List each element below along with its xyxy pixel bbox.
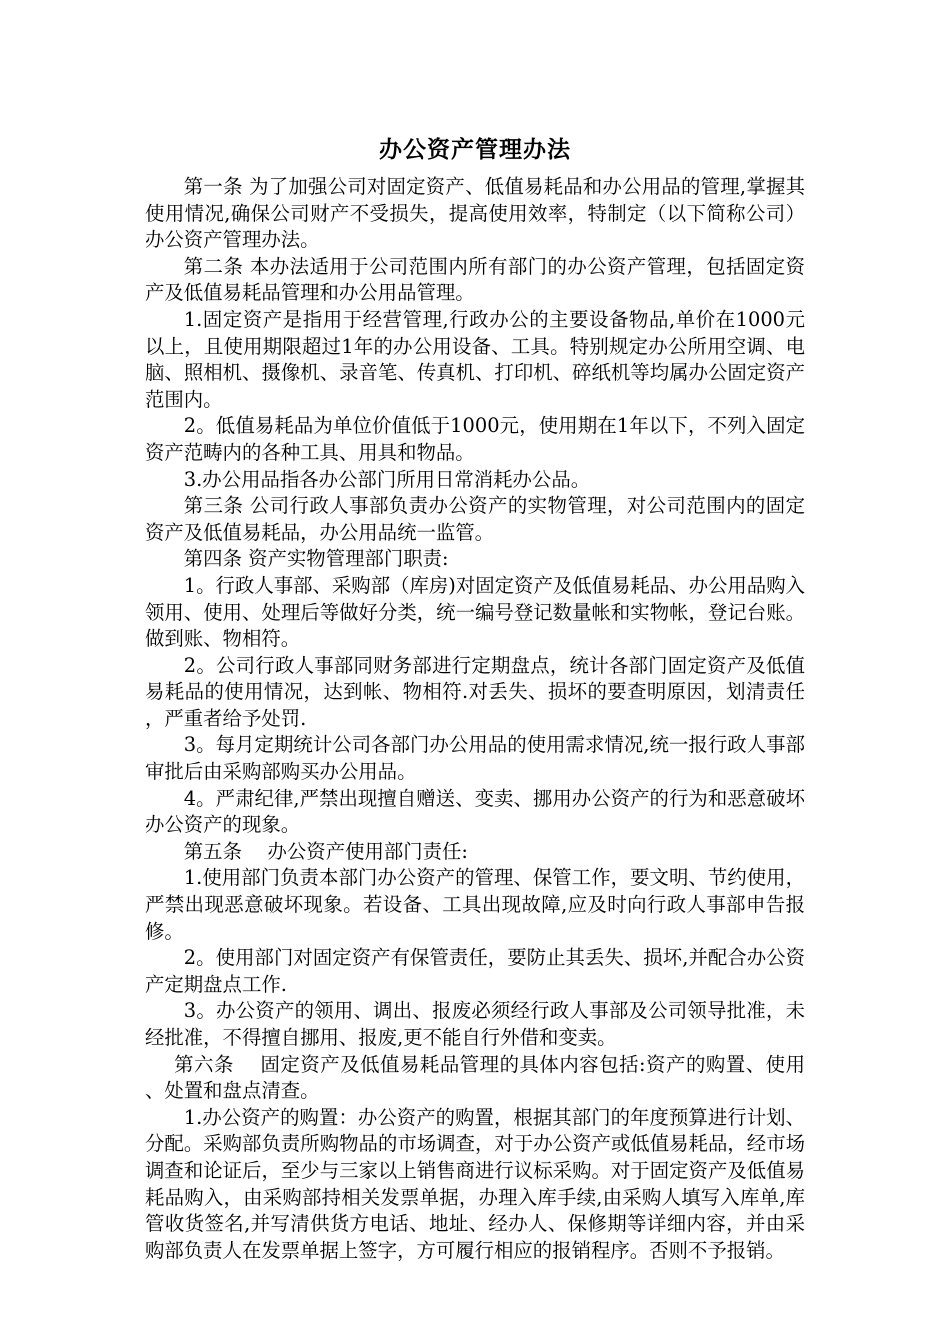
document-title: 办公资产管理办法 [379, 136, 571, 163]
article-2-item-2: 2。低值易耗品为单位价值低于1000元，使用期在1年以下，不列入固定资产范畴内的各种工具、用具和物品。 [145, 414, 805, 464]
article-2-item-3: 3.办公用品指各办公部门所用日常消耗办公品。 [183, 467, 591, 491]
article-2: 第二条 本办法适用于公司范围内所有部门的办公资产管理，包括固定资产及低值易耗品管理和办公用品管理。 [145, 254, 805, 305]
article-5-item-2: 2。使用部门对固定资产有保管责任，要防止其丢失、损坏,并配合办公资产定期盘点工作. [145, 946, 805, 996]
article-4-item-2: 2。公司行政人事部同财务部进行定期盘点，统计各部门固定资产及低值易耗品的使用情况，达到帐、物相符.对丢失、损坏的要查明原因，划清责任，严重者给予处罚. [145, 653, 805, 730]
article-1: 第一条 为了加强公司对固定资产、低值易耗品和办公用品的管理,掌握其使用情况,确保公司财产不受损失，提高使用效率，特制定（以下简称公司）办公资产管理办法。 [145, 175, 805, 252]
article-4: 第四条 资产实物管理部门职责: [183, 547, 449, 571]
article-6-item-1: 1.办公资产的购置：办公资产的购置，根据其部门的年度预算进行计划、分配。采购部负责所购物品的市场调查，对于办公资产或低值易耗品，经市场调查和论证后，至少与三家以上销售商进行议标采购。对于固定资产及低值易耗品购入，由采购部持相关发票单据，办理入库手续,由采购人填写入库单,库管收货签名,并写清供货方电话、地址、经办人、保修期等详细内容，并由采购部负责人在发票单据上签字，方可履行相应的报销程序。否则不予报销。 [145, 1105, 805, 1262]
document-body [145, 174, 805, 1264]
article-4-item-3: 3。每月定期统计公司各部门办公用品的使用需求情况,统一报行政人事部审批后由采购部购买办公用品。 [145, 733, 805, 784]
article-6: 第六条 固定资产及低值易耗品管理的具体内容包括:资产的购置、使用、处置和盘点清查。 [145, 1052, 805, 1103]
article-4-item-1: 1。行政人事部、采购部（库房)对固定资产及低值易耗品、办公用品购入领用、使用、处理后等做好分类，统一编号登记数量帐和实物帐，登记台账。做到账、物相符。 [145, 573, 805, 651]
article-4-item-4: 4。严肃纪律,严禁出现擅自赠送、变卖、挪用办公资产的行为和恶意破坏办公资产的现象。 [145, 786, 805, 837]
article-5-item-1: 1.使用部门负责本部门办公资产的管理、保管工作，要文明、节约使用，严禁出现恶意破坏现象。若设备、工具出现故障,应及时向行政人事部申告报修。 [145, 866, 805, 943]
article-3: 第三条 公司行政人事部负责办公资产的实物管理，对公司范围内的固定资产及低值易耗品，办公用品统一监管。 [145, 494, 805, 544]
article-2-item-1: 1.固定资产是指用于经营管理,行政办公的主要设备物品,单价在1000元以上，且使用期限超过1年的办公用设备、工具。特别规定办公所用空调、电脑、照相机、摄像机、录音笔、传真机、打印机、碎纸机等均属办公固定资产范围内。 [145, 307, 805, 411]
article-5-item-3: 3。办公资产的领用、调出、报废必须经行政人事部及公司领导批准，未经批准，不得擅自挪用、报废,更不能自行外借和变卖。 [145, 999, 805, 1049]
article-5: 第五条 办公资产使用部门责任: [183, 839, 468, 863]
